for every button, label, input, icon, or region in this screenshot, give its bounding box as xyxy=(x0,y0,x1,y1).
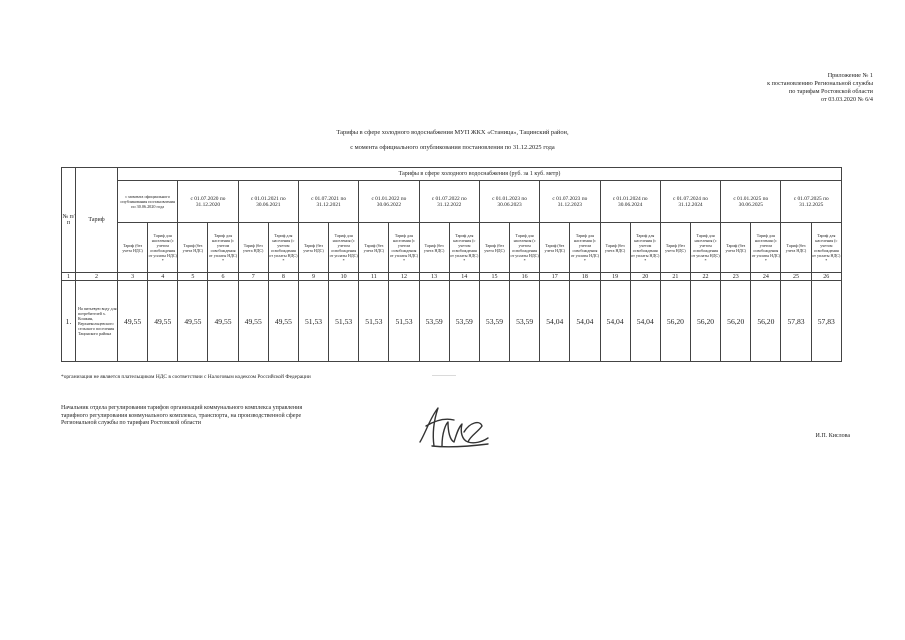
column-number: 3 xyxy=(118,273,148,281)
subheader-tariff-without-vat: Тариф (без учета НДС) xyxy=(540,223,570,273)
signatory-position: Начальник отдела регулирования тарифов организаций коммунального комплекса управления тарифного регулирования коммунального комплекса, транспорта, на производственной сфере Региональной службы по тарифам Ростовской области xyxy=(61,405,303,427)
period-header: с 01.07.2023 по 31.12.2023 xyxy=(540,181,600,223)
subheader-tariff-without-vat: Тариф (без учета НДС) xyxy=(238,223,268,273)
tariff-value-cell: 53,59 xyxy=(449,281,479,362)
row-tariff-name: На питьевую воду для потребителей х. Кошкин, Верхнекольцевского сельского поселения Тацинского района xyxy=(76,281,118,362)
subheader-tariff-population: Тариф для населения (с учетом освобождения от уплаты НДС) * xyxy=(510,223,540,273)
subheader-tariff-without-vat: Тариф (без учета НДС) xyxy=(781,223,811,273)
tariff-table xyxy=(61,167,842,362)
column-number: 7 xyxy=(238,273,268,281)
document-title: Тарифы в сфере холодного водоснабжения МУП ЖКХ «Станица», Тацинский район, xyxy=(336,129,569,136)
subheader-tariff-population: Тариф для населения (с учетом освобождения от уплаты НДС) * xyxy=(268,223,298,273)
subheader-tariff-population: Тариф для населения (с учетом освобождения от уплаты НДС) * xyxy=(329,223,359,273)
appendix-line-4: от 03.03.2020 № 6/4 xyxy=(820,96,873,103)
column-number: 22 xyxy=(690,273,720,281)
tariff-value-cell: 49,55 xyxy=(118,281,148,362)
tariff-value-cell: 51,53 xyxy=(389,281,419,362)
subheader-tariff-population: Тариф для населения (с учетом освобождения от уплаты НДС) * xyxy=(449,223,479,273)
column-number: 26 xyxy=(811,273,841,281)
tariff-value-cell: 56,20 xyxy=(751,281,781,362)
subheader-tariff-without-vat: Тариф (без учета НДС) xyxy=(118,223,148,273)
column-number: 23 xyxy=(721,273,751,281)
column-number: 13 xyxy=(419,273,449,281)
period-header: с 01.07.2021 по 31.12.2021 xyxy=(298,181,358,223)
period-header: с 01.01.2021 по 30.06.2021 xyxy=(238,181,298,223)
column-number: 17 xyxy=(540,273,570,281)
column-header-number: № п/п xyxy=(62,168,76,273)
period-header: с 01.07.2022 по 31.12.2022 xyxy=(419,181,479,223)
tariff-value-cell: 49,55 xyxy=(238,281,268,362)
tariff-value-cell: 49,55 xyxy=(148,281,178,362)
subheader-tariff-population: Тариф для населения (с учетом освобождения от уплаты НДС) * xyxy=(630,223,660,273)
subheader-tariff-population: Тариф для населения (с учетом освобождения от уплаты НДС) * xyxy=(690,223,720,273)
tariff-value-cell: 53,59 xyxy=(419,281,449,362)
column-number: 4 xyxy=(148,273,178,281)
subheader-tariff-without-vat: Тариф (без учета НДС) xyxy=(721,223,751,273)
column-number: 21 xyxy=(660,273,690,281)
column-number: 16 xyxy=(510,273,540,281)
column-number: 20 xyxy=(630,273,660,281)
column-number: 9 xyxy=(298,273,328,281)
tariff-value-cell: 51,53 xyxy=(329,281,359,362)
handwritten-signature xyxy=(412,402,492,450)
column-number: 8 xyxy=(268,273,298,281)
column-number: 1 xyxy=(62,273,76,281)
period-header: с момента официального опубликования постановления по 30.06.2020 года xyxy=(118,181,178,223)
tariff-value-cell: 49,55 xyxy=(208,281,238,362)
appendix-line-2: к постановлению Региональной службы xyxy=(767,80,873,87)
period-header: с 01.01.2024 по 30.06.2024 xyxy=(600,181,660,223)
subheader-tariff-without-vat: Тариф (без учета НДС) xyxy=(419,223,449,273)
period-header: с 01.07.2025 по 31.12.2025 xyxy=(781,181,842,223)
subheader-tariff-population: Тариф для населения (с учетом освобождения от уплаты НДС) * xyxy=(570,223,600,273)
column-number: 19 xyxy=(600,273,630,281)
subheader-tariff-without-vat: Тариф (без учета НДС) xyxy=(600,223,630,273)
subheader-tariff-population: Тариф для населения (с учетом освобождения от уплаты НДС) * xyxy=(208,223,238,273)
subheader-tariff-population: Тариф для населения (с учетом освобождения от уплаты НДС) * xyxy=(751,223,781,273)
tariff-value-cell: 56,20 xyxy=(690,281,720,362)
subheader-tariff-without-vat: Тариф (без учета НДС) xyxy=(298,223,328,273)
tariff-value-cell: 49,55 xyxy=(178,281,208,362)
column-number: 25 xyxy=(781,273,811,281)
tariff-value-cell: 54,04 xyxy=(540,281,570,362)
column-number: 2 xyxy=(76,273,118,281)
tariff-value-cell: 57,83 xyxy=(781,281,811,362)
subheader-tariff-without-vat: Тариф (без учета НДС) xyxy=(479,223,509,273)
document-subtitle: с момента официального опубликования постановления по 31.12.2025 года xyxy=(350,144,555,151)
tariff-value-cell: 54,04 xyxy=(570,281,600,362)
column-number: 12 xyxy=(389,273,419,281)
column-number: 24 xyxy=(751,273,781,281)
column-number: 5 xyxy=(178,273,208,281)
group-header: Тарифы в сфере холодного водоснабжения (руб. за 1 куб. метр) xyxy=(118,168,842,181)
appendix-line-1: Приложение № 1 xyxy=(827,72,873,79)
subheader-tariff-without-vat: Тариф (без учета НДС) xyxy=(660,223,690,273)
tariff-value-cell: 56,20 xyxy=(721,281,751,362)
column-number: 15 xyxy=(479,273,509,281)
period-header: с 01.07.2024 по 31.12.2024 xyxy=(660,181,720,223)
tariff-value-cell: 54,04 xyxy=(600,281,630,362)
row-number: 1. xyxy=(62,281,76,362)
column-number: 18 xyxy=(570,273,600,281)
subheader-tariff-population: Тариф для населения (с учетом освобождения от уплаты НДС) * xyxy=(389,223,419,273)
appendix-line-3: по тарифам Ростовской области xyxy=(788,88,873,95)
period-header: с 01.01.2022 по 30.06.2022 xyxy=(359,181,419,223)
subheader-tariff-population: Тариф для населения (с учетом освобождения от уплаты НДС) * xyxy=(148,223,178,273)
tariff-value-cell: 49,55 xyxy=(268,281,298,362)
subheader-tariff-without-vat: Тариф (без учета НДС) xyxy=(178,223,208,273)
tariff-value-cell: 54,04 xyxy=(630,281,660,362)
period-header: с 01.07.2020 по 31.12.2020 xyxy=(178,181,238,223)
subheader-tariff-population: Тариф для населения (с учетом освобождения от уплаты НДС) * xyxy=(811,223,841,273)
period-header: с 01.01.2023 по 30.06.2023 xyxy=(479,181,539,223)
column-number: 11 xyxy=(359,273,389,281)
tariff-value-cell: 51,53 xyxy=(359,281,389,362)
tariff-value-cell: 57,83 xyxy=(811,281,841,362)
appendix-block xyxy=(767,72,873,104)
signatory-name: И.П. Кислова xyxy=(815,433,850,439)
column-number: 10 xyxy=(329,273,359,281)
period-header: с 01.01.2025 по 30.06.2025 xyxy=(721,181,781,223)
tariff-value-cell: 53,59 xyxy=(510,281,540,362)
tariff-value-cell: 51,53 xyxy=(298,281,328,362)
separator-mark: —————— xyxy=(432,372,456,377)
column-header-tariff: Тариф xyxy=(76,168,118,273)
footnote: *организация не является плательщиком НДС в соответствии с Налоговым кодексом Российской Федерации xyxy=(61,374,311,380)
subheader-tariff-without-vat: Тариф (без учета НДС) xyxy=(359,223,389,273)
column-number: 14 xyxy=(449,273,479,281)
tariff-value-cell: 53,59 xyxy=(479,281,509,362)
tariff-value-cell: 56,20 xyxy=(660,281,690,362)
column-number: 6 xyxy=(208,273,238,281)
